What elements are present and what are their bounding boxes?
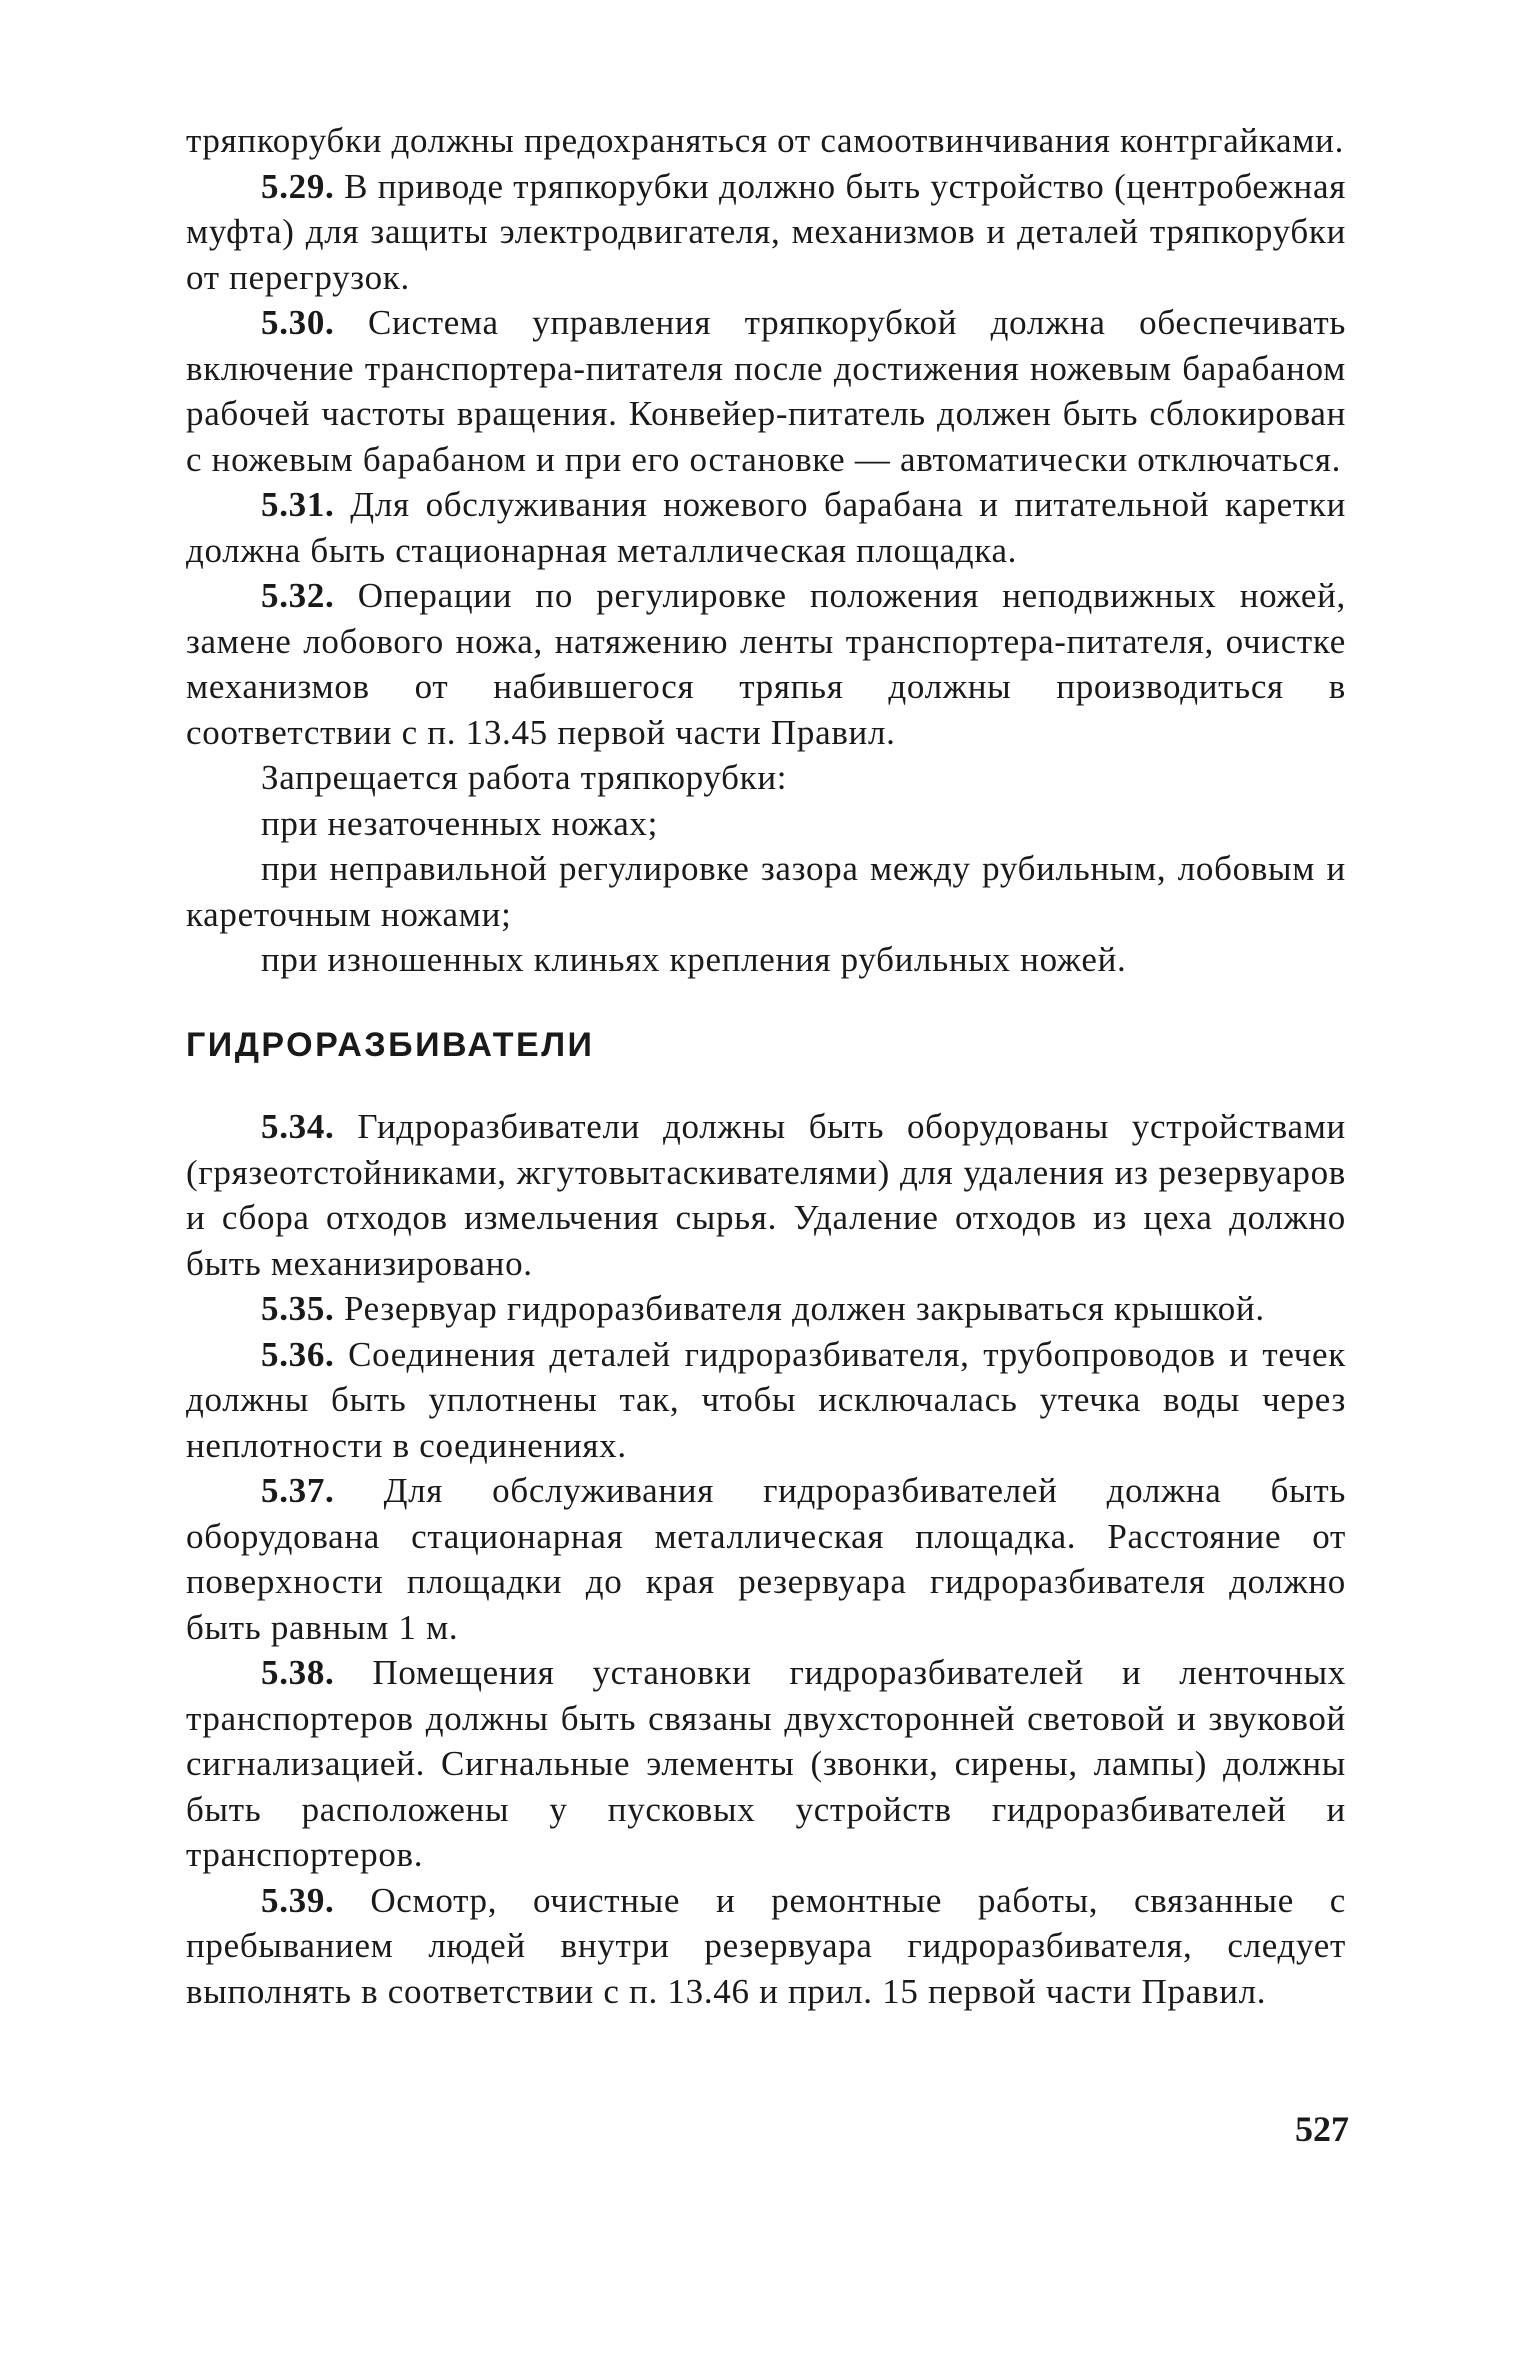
paragraph-5-37: [186, 1468, 1346, 1650]
paragraph-number: 5.36.: [261, 1334, 335, 1374]
paragraph-5-38: [186, 1650, 1346, 1878]
paragraph-5-39: [186, 1878, 1346, 2015]
document-body: [186, 118, 1346, 2014]
prohibition-lead: Запрещается работа тряпкорубки:: [261, 758, 788, 797]
intro-text: тряпкорубки должны предохраняться от самоотвинчивания контргайками.: [186, 121, 1345, 160]
paragraph-number: 5.31.: [261, 485, 335, 524]
paragraph-text: Для обслуживания гидроразбивателей должна быть оборудована стационарная металлическая площадка. Расстояние от поверхности площадки до края резервуара гидроразбивателя должно быть равным 1 м.: [186, 1471, 1346, 1647]
prohibition-item: при незаточенных ножах;: [261, 803, 659, 843]
paragraph-number: 5.35.: [261, 1289, 335, 1328]
paragraph-text: Для обслуживания ножевого барабана и питательной каретки должна быть стационарная металлическая площадка.: [186, 485, 1346, 570]
paragraph-text: Помещения установки гидроразбивателей и ленточных транспортеров должны быть связаны двухсторонней световой и звуковой сигнализацией. Сигнальные элементы (звонки, сирены, лампы) должны быть расположены у пусковых устройств гидроразбивателей и транспортеров.: [186, 1653, 1346, 1874]
paragraph-number: 5.39.: [261, 1880, 335, 1920]
prohibition-item: при изношенных клиньях крепления рубильных ножей.: [261, 940, 1127, 979]
paragraph-5-31: [186, 482, 1346, 573]
paragraph-5-34: [186, 1104, 1346, 1286]
paragraph-text: Резервуар гидроразбивателя должен закрываться крышкой.: [334, 1289, 1265, 1328]
section-heading: ГИДРОРАЗБИВАТЕЛИ: [186, 1025, 595, 1064]
paragraph-text: Операции по регулировке положения неподвижных ножей, замене лобового ножа, натяжению ленты транспортера-питателя, очистке механизмов от набившегося тряпья должны производиться в соответствии с п. 13.45 первой части Правил.: [186, 576, 1346, 752]
paragraph-number: 5.32.: [261, 576, 335, 615]
paragraph-number: 5.34.: [261, 1107, 335, 1146]
paragraph-5-30: [186, 300, 1346, 482]
paragraph-text: Осмотр, очистные и ремонтные работы, связанные с пребыванием людей внутри резервуара гидроразбивателя, следует выполнять в соответствии с п. 13.46 и прил. 15 первой части Правил.: [186, 1880, 1346, 2011]
paragraph-5-36: [186, 1332, 1346, 1469]
paragraph-text: Соединения деталей гидроразбивателя, трубопроводов и течек должны быть уплотнены так, чтобы исключалась утечка воды через неплотности в соединениях.: [186, 1334, 1346, 1465]
paragraph-number: 5.30.: [261, 303, 335, 342]
paragraph-text: Гидроразбиватели должны быть оборудованы устройствами (грязеотстойниками, жгутовытаскивателями) для удаления из резервуаров и сбора отходов измельчения сырья. Удаление отходов из цеха должно быть механизировано.: [186, 1107, 1346, 1283]
paragraph-text: Система управления тряпкорубкой должна обеспечивать включение транспортера-питателя после достижения ножевым барабаном рабочей частоты вращения. Конвейер-питатель должен быть сблокирован с ножевым барабаном и при его остановке — автоматически отключаться.: [186, 303, 1346, 479]
paragraph-5-35: [186, 1286, 1346, 1332]
paragraph-number: 5.37.: [261, 1471, 335, 1510]
prohibition-item: при неправильной регулировке зазора между рубильным, лобовым и кареточным ножами;: [186, 849, 1346, 934]
paragraph-5-32: [186, 573, 1346, 755]
paragraph-number: 5.29.: [261, 166, 335, 206]
paragraph-text: В приводе тряпкорубки должно быть устройство (центробежная муфта) для защиты электродвигателя, механизмов и деталей тряпкорубки от перегрузок.: [186, 166, 1346, 297]
paragraph-5-29: [186, 164, 1346, 301]
paragraph-number: 5.38.: [261, 1653, 335, 1692]
page-number: 527: [1295, 2109, 1349, 2149]
